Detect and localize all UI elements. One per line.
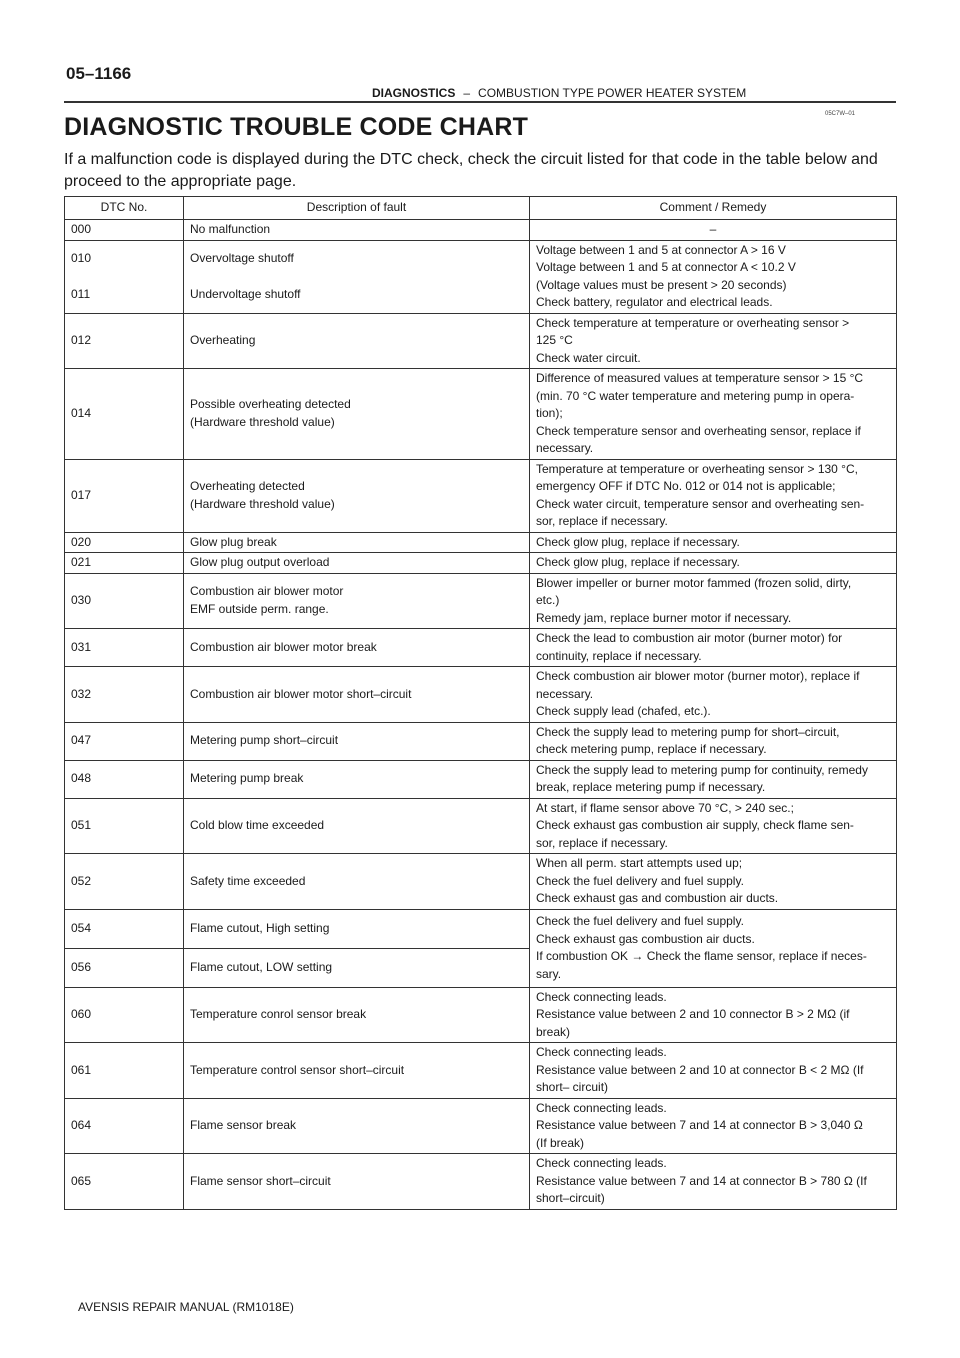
cell-line: Temperature control sensor short–circuit [190,1062,405,1077]
fault-description-cell [184,629,530,667]
cell-line: Check connecting leads. [536,1100,667,1115]
cell-line: 060 [71,1007,92,1021]
dtc-code-cell [65,573,184,629]
cell-line: Cold blow time exceeded [190,818,325,832]
cell-line: 017 [71,487,92,502]
cell-line: 051 [71,818,92,832]
cell-line: Check water circuit, temperature sensor and overheating sen- [536,496,865,511]
header-rule [64,101,896,103]
cell-line: 031 [71,639,92,654]
cell-line: Temperature conrol sensor break [190,1007,367,1021]
cell-line: – [709,222,717,236]
cell-line: tion); [536,406,563,420]
cell-line: Check the supply lead to metering pump for short–circuit, [536,724,840,739]
page-title: DIAGNOSTIC TROUBLE CODE CHART [64,113,529,141]
cell-line: necessary. [536,686,594,701]
remedy-cell [530,722,897,760]
cell-line: Check connecting leads. [536,1156,667,1170]
table-row [65,722,897,760]
cell-line: necessary. [536,441,594,455]
fault-description-cell: Flame cutout, LOW setting [184,948,530,987]
dtc-code-cell [65,220,184,241]
cell-line: 064 [71,1118,92,1132]
fault-description-cell [184,532,530,553]
cell-line: 000 [71,222,92,236]
table-row [65,854,897,910]
fault-description-cell [184,987,530,1043]
fault-description-cell [184,369,530,460]
footer-manual-title: AVENSIS REPAIR MANUAL (RM1018E) [78,1300,294,1314]
table-row [65,220,897,241]
table-row [65,573,897,629]
dtc-code-cell: 056 [65,948,184,987]
table-header-row [65,197,897,220]
fault-description-cell [184,798,530,854]
dtc-code-cell [65,553,184,574]
cell-line: Metering pump break [190,771,304,786]
cell-line: etc.) [536,593,560,607]
fault-description-cell [184,220,530,241]
remedy-cell [530,760,897,798]
cell-line: 065 [71,1173,92,1188]
subsection-name: COMBUSTION TYPE POWER HEATER SYSTEM [478,86,747,100]
cell-line: short–circuit) [536,1191,605,1205]
section-name: DIAGNOSTICS [372,86,456,100]
dtc-code-cell [65,1154,184,1210]
cell-line: check metering pump, replace if necessary. [536,742,767,756]
dtc-code-cell [65,854,184,910]
cell-line: Check glow plug, replace if necessary. [536,534,740,549]
remedy-cell [530,667,897,723]
cell-line: continuity, replace if necessary. [536,648,702,663]
cell-line: 048 [71,771,92,786]
remedy-cell [530,240,897,313]
cell-line: EMF outside perm. range. [190,601,329,616]
cell-line: Voltage between 1 and 5 at connector A > 16 V [536,242,786,257]
dtc-code-cell: 054 [65,909,184,948]
remedy-cell [530,854,897,910]
cell-line: Check connecting leads. [536,989,667,1004]
table-row [65,240,897,313]
cell-line: (min. 70 °C water temperature and metering pump in opera- [536,388,855,403]
cell-line: 047 [71,733,92,748]
remedy-cell [530,987,897,1043]
remedy-cell [530,220,897,241]
cell-line: Check temperature at temperature or overheating sensor > [536,315,850,330]
table-row [65,369,897,460]
cell-line: (If break) [536,1135,585,1150]
remedy-cell [530,313,897,369]
column-header-description: Description of fault [184,197,530,220]
column-header-dtc-no: DTC No. [65,197,184,220]
remedy-cell [530,1154,897,1210]
remedy-cell [530,532,897,553]
cell-line: Temperature at temperature or overheating sensor > 130 °C, [536,461,858,476]
dtc-code-cell [65,532,184,553]
cell-line: Overvoltage shutoff [190,251,294,265]
cell-line: 012 [71,333,92,347]
dtc-code-cell [65,722,184,760]
remedy-cell [530,1043,897,1099]
table-row [65,459,897,532]
cell-line: Resistance value between 7 and 14 at connector B > 3,040 Ω [536,1118,863,1132]
cell-line: Check temperature sensor and overheating sensor, replace if [536,423,861,438]
cell-line: 125 °C [536,333,573,347]
cell-line: 061 [71,1062,92,1077]
cell-line: (Voltage values must be present > 20 seconds) [536,277,787,292]
cell-line: short– circuit) [536,1080,609,1094]
cell-line: Check the supply lead to metering pump for continuity, remedy [536,762,868,777]
cell-line: Flame sensor short–circuit [190,1173,331,1188]
fault-description-cell [184,854,530,910]
fault-description-cell [184,1154,530,1210]
dtc-chart-table [64,196,897,1210]
cell-line: Resistance value between 7 and 14 at connector B > 780 Ω (If [536,1173,867,1188]
dtc-code-cell [65,987,184,1043]
cell-line: Check the fuel delivery and fuel supply. [536,873,744,888]
cell-line: Blower impeller or burner motor fammed (frozen solid, dirty, [536,575,852,590]
dtc-code-cell [65,1043,184,1099]
fault-description-cell [184,760,530,798]
cell-line: Overheating detected [190,479,305,493]
fault-description-cell [184,573,530,629]
table-row [65,798,897,854]
cell-line: Check connecting leads. [536,1045,667,1059]
table-row [65,987,897,1043]
dtc-code-cell [65,240,184,313]
cell-line: sor, replace if necessary. [536,514,668,528]
cell-line: At start, if flame sensor above 70 °C, > 240 sec.; [536,800,794,815]
cell-line: Resistance value between 2 and 10 connector B > 2 MΩ (if [536,1007,850,1021]
document-code: 05C7W–01 [825,111,856,117]
cell-line: Check exhaust gas and combustion air ducts. [536,891,779,905]
cell-line: 010 [71,251,92,265]
cell-line: When all perm. start attempts used up; [536,856,743,870]
cell-line: Combustion air blower motor break [190,639,377,654]
table-row [65,1154,897,1210]
cell-line: Combustion air blower motor short–circuit [190,686,412,701]
cell-line: 021 [71,555,92,569]
cell-line: Check glow plug, replace if necessary. [536,555,740,569]
dtc-code-cell [65,798,184,854]
remedy-cell [530,1098,897,1154]
cell-line: 014 [71,406,92,420]
cell-line: Combustion air blower motor [190,584,344,599]
fault-description-cell [184,553,530,574]
column-header-remedy: Comment / Remedy [530,197,897,220]
cell-line: break) [536,1024,571,1039]
dtc-code-cell [65,760,184,798]
fault-description-cell [184,313,530,369]
dtc-code-cell [65,313,184,369]
cell-line: Overheating [190,333,256,347]
fault-description-cell [184,459,530,532]
dtc-code-cell [65,369,184,460]
cell-line: (Hardware threshold value) [190,414,335,429]
dtc-code-cell [65,629,184,667]
cell-line: Resistance value between 2 and 10 at connector B < 2 MΩ (If [536,1062,864,1077]
table-row [65,553,897,574]
dtc-code-cell [65,1098,184,1154]
cell-line: Check exhaust gas combustion air ducts. [536,931,755,946]
cell-line: No malfunction [190,222,271,236]
table-row [65,532,897,553]
cell-line: emergency OFF if DTC No. 012 or 014 not is applicable; [536,479,836,493]
cell-line: Glow plug break [190,534,277,549]
cell-line: Undervoltage shutoff [190,286,301,301]
line-gap [71,268,177,286]
dtc-code-cell [65,459,184,532]
table-row [65,909,897,948]
cell-line: sary. [536,966,562,981]
table-body [65,220,897,1210]
running-header [372,86,746,100]
table-row [65,629,897,667]
cell-line: Check water circuit. [536,350,641,365]
line-gap [190,268,523,286]
cell-line: 032 [71,686,92,701]
intro-paragraph: If a malfunction code is displayed during the DTC check, check the circuit listed for that code in the table below and proceed to the appropriate page. [64,151,878,190]
cell-line: Check the fuel delivery and fuel supply. [536,914,744,928]
cell-line: break, replace metering pump if necessary. [536,780,766,794]
table-row [65,1098,897,1154]
remedy-cell [530,798,897,854]
table-row [65,313,897,369]
cell-line: 052 [71,873,92,888]
remedy-cell [530,553,897,574]
table-row [65,760,897,798]
cell-line: Check supply lead (chafed, etc.). [536,704,711,718]
cell-line: Voltage between 1 and 5 at connector A < 10.2 V [536,260,796,274]
cell-line: Check battery, regulator and electrical leads. [536,295,773,309]
fault-description-cell [184,722,530,760]
cell-line: 030 [71,593,92,607]
remedy-cell [530,369,897,460]
dtc-code-cell [65,667,184,723]
cell-line: Flame sensor break [190,1118,297,1132]
remedy-cell [530,573,897,629]
cell-line: sor, replace if necessary. [536,835,668,850]
cell-line: Check exhaust gas combustion air supply, check flame sen- [536,818,854,832]
cell-line: Possible overheating detected [190,397,351,412]
remedy-cell [530,629,897,667]
cell-line: (Hardware threshold value) [190,496,335,511]
cell-line: 020 [71,534,92,549]
remedy-cell [530,909,897,987]
fault-description-cell [184,1043,530,1099]
fault-description-cell [184,1098,530,1154]
fault-description-cell: Flame cutout, High setting [184,909,530,948]
table-row [65,1043,897,1099]
cell-line: Check the lead to combustion air motor (burner motor) for [536,631,843,645]
fault-description-cell [184,240,530,313]
page-number: 05–1166 [66,64,132,83]
cell-line: 011 [71,286,91,301]
header-separator: – [463,86,471,100]
remedy-cell [530,459,897,532]
cell-line: Safety time exceeded [190,873,306,888]
cell-line: Glow plug output overload [190,555,330,569]
cell-line: If combustion OK → Check the flame sensor, replace if neces- [536,949,867,963]
cell-line: Remedy jam, replace burner motor if necessary. [536,610,792,625]
fault-description-cell [184,667,530,723]
cell-line: Check combustion air blower motor (burner motor), replace if [536,669,860,683]
cell-line: Metering pump short–circuit [190,733,339,748]
cell-line: Difference of measured values at temperature sensor > 15 °C [536,371,864,385]
table-row [65,667,897,723]
